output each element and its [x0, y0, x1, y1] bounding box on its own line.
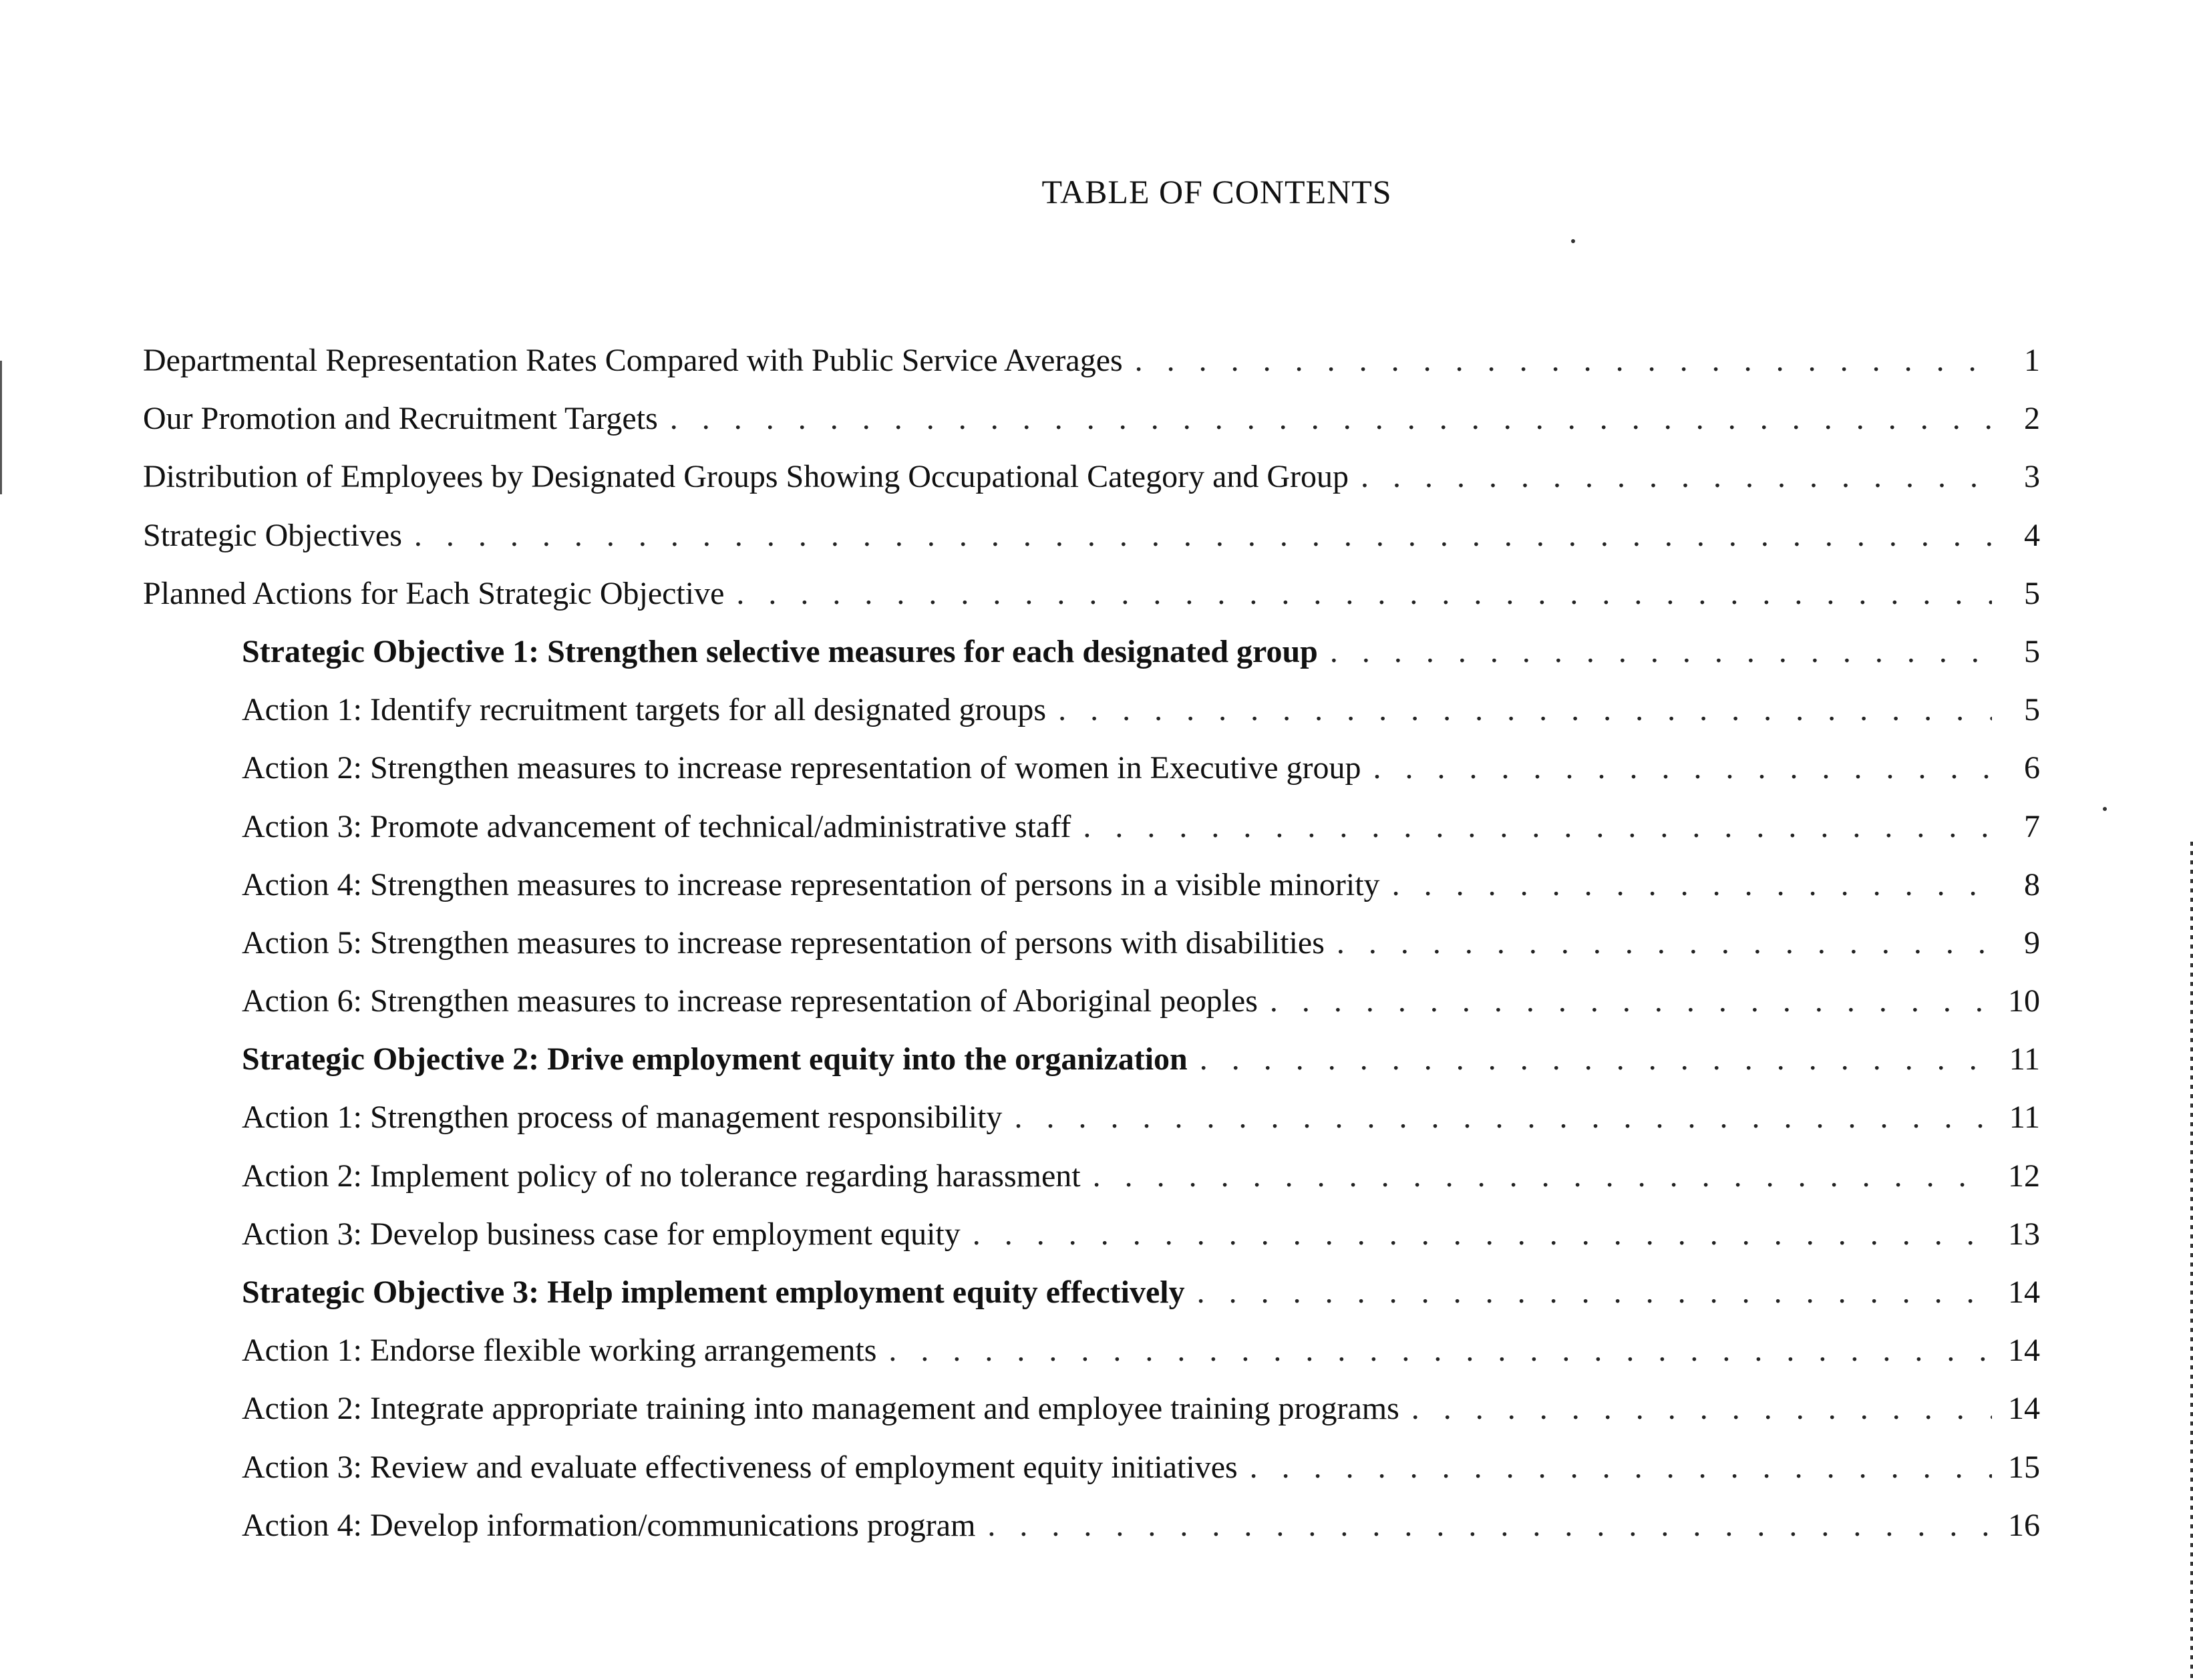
- dot-leader: [1373, 749, 1992, 786]
- table-of-contents: [143, 342, 2040, 1565]
- toc-page-number: 5: [2024, 692, 2040, 728]
- toc-objective-heading[interactable]: [143, 633, 2040, 691]
- dot-leader: [1337, 925, 1992, 961]
- toc-action-entry[interactable]: [143, 925, 2040, 983]
- toc-entry-label: Our Promotion and Recruitment Targets: [143, 401, 658, 437]
- scan-speck: [2103, 807, 2107, 811]
- toc-page-number: 3: [2024, 459, 2040, 495]
- scan-edge-right: [2190, 842, 2193, 1680]
- toc-page-number: 1: [2024, 343, 2040, 378]
- toc-action-entry[interactable]: [143, 1507, 2040, 1565]
- dot-leader: [1330, 633, 1992, 670]
- toc-page-number: 12: [2008, 1158, 2040, 1194]
- toc-action-entry[interactable]: [143, 1390, 2040, 1448]
- toc-page-number: 14: [2008, 1275, 2040, 1310]
- toc-page-number: 11: [2009, 1041, 2040, 1077]
- dot-leader: [1083, 808, 1992, 845]
- toc-page-number: 10: [2008, 983, 2040, 1019]
- toc-entry-label: Distribution of Employees by Designated Groups Showing Occupational Category and Group: [143, 459, 1349, 495]
- toc-action-entry[interactable]: [143, 1332, 2040, 1390]
- toc-entry-label: Strategic Objective 1: Strengthen selective measures for each designated group: [242, 633, 1318, 669]
- toc-page-number: 16: [2008, 1507, 2040, 1543]
- toc-entry-label: Planned Actions for Each Strategic Objective: [143, 575, 725, 611]
- toc-page-number: 5: [2024, 575, 2040, 611]
- dot-leader: [1014, 1099, 1992, 1136]
- toc-entry-label: Action 1: Strengthen process of management responsibility: [242, 1100, 1003, 1136]
- dot-leader: [1058, 691, 1992, 728]
- dot-leader: [1200, 1041, 1992, 1077]
- toc-page-number: 7: [2024, 808, 2040, 844]
- toc-entry[interactable]: [143, 517, 2040, 575]
- scan-edge-left: [0, 361, 2, 494]
- dot-leader: [736, 575, 1992, 612]
- toc-page-number: 2: [2024, 401, 2040, 437]
- toc-entry-label: Action 1: Identify recruitment targets for all designated groups: [242, 692, 1047, 728]
- toc-page-number: 14: [2008, 1391, 2040, 1427]
- dot-leader: [1250, 1449, 1992, 1486]
- dot-leader: [1392, 866, 1992, 903]
- toc-entry[interactable]: [143, 342, 2040, 400]
- toc-page-number: 13: [2008, 1216, 2040, 1252]
- toc-page-number: 6: [2024, 750, 2040, 786]
- toc-action-entry[interactable]: [143, 1216, 2040, 1274]
- toc-objective-heading[interactable]: [143, 1274, 2040, 1332]
- toc-action-entry[interactable]: [143, 1099, 2040, 1157]
- toc-action-entry[interactable]: [143, 1449, 2040, 1507]
- dot-leader: [1135, 342, 1992, 379]
- dot-leader: [1411, 1390, 1992, 1427]
- toc-page-number: 11: [2009, 1100, 2040, 1136]
- dot-leader: [1270, 983, 1992, 1019]
- toc-objective-heading[interactable]: [143, 1041, 2040, 1099]
- toc-entry-label: Action 3: Promote advancement of technical/administrative staff: [242, 808, 1071, 844]
- toc-action-entry[interactable]: [143, 1158, 2040, 1216]
- toc-entry-label: Action 4: Develop information/communications program: [242, 1507, 976, 1543]
- dot-leader: [1093, 1158, 1992, 1194]
- scan-speck: [1571, 239, 1575, 243]
- dot-leader: [973, 1216, 1992, 1252]
- toc-entry-label: Action 2: Implement policy of no tolerance regarding harassment: [242, 1158, 1081, 1194]
- toc-action-entry[interactable]: [143, 808, 2040, 866]
- toc-entry-label: Strategic Objective 3: Help implement employment equity effectively: [242, 1275, 1185, 1310]
- toc-page-number: 5: [2024, 633, 2040, 669]
- dot-leader: [1197, 1274, 1992, 1311]
- page-title: TABLE OF CONTENTS: [1041, 173, 1392, 210]
- toc-page-number: 15: [2008, 1449, 2040, 1485]
- dot-leader: [1361, 458, 1992, 495]
- toc-entry-label: Action 4: Strengthen measures to increase representation of persons in a visible minority: [242, 866, 1380, 902]
- dot-leader: [888, 1332, 1992, 1369]
- toc-entry[interactable]: [143, 458, 2040, 516]
- toc-entry-label: Action 6: Strengthen measures to increase representation of Aboriginal peoples: [242, 983, 1258, 1019]
- toc-entry-label: Strategic Objectives: [143, 517, 402, 553]
- toc-entry-label: Departmental Representation Rates Compared with Public Service Averages: [143, 343, 1123, 378]
- toc-entry-label: Action 5: Strengthen measures to increase representation of persons with disabilities: [242, 925, 1325, 961]
- toc-entry-label: Action 1: Endorse flexible working arrangements: [242, 1333, 877, 1369]
- toc-entry-label: Action 2: Strengthen measures to increase representation of women in Executive group: [242, 750, 1361, 786]
- toc-entry-label: Action 3: Develop business case for employment equity: [242, 1216, 961, 1252]
- toc-entry-label: Strategic Objective 2: Drive employment equity into the organization: [242, 1041, 1188, 1077]
- toc-entry-label: Action 3: Review and evaluate effectiveness of employment equity initiatives: [242, 1449, 1238, 1485]
- dot-leader: [987, 1507, 1992, 1544]
- toc-entry-label: Action 2: Integrate appropriate training into management and employee training programs: [242, 1391, 1399, 1427]
- toc-page-number: 9: [2024, 925, 2040, 961]
- toc-action-entry[interactable]: [143, 691, 2040, 749]
- toc-entry[interactable]: [143, 575, 2040, 633]
- dot-leader: [670, 400, 1992, 437]
- toc-page-number: 4: [2024, 517, 2040, 553]
- dot-leader: [414, 517, 1992, 554]
- toc-action-entry[interactable]: [143, 749, 2040, 808]
- toc-action-entry[interactable]: [143, 983, 2040, 1041]
- toc-action-entry[interactable]: [143, 866, 2040, 925]
- toc-page-number: 14: [2008, 1333, 2040, 1369]
- toc-entry[interactable]: [143, 400, 2040, 458]
- toc-page-number: 8: [2024, 866, 2040, 902]
